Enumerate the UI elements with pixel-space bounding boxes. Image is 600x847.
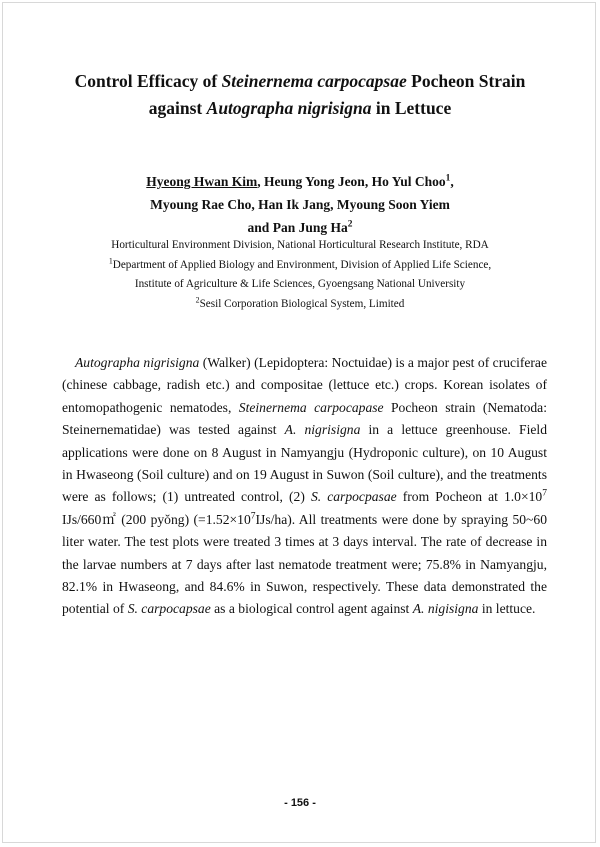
title-species-1: Steinernema carpocapsae: [221, 71, 407, 91]
title-line-1: Control Efficacy of Steinernema carpocapsae Pocheon Strain: [74, 71, 526, 91]
title-species-2: Autographa nigrisigna: [206, 98, 372, 118]
author-name: Myoung Rae Cho: [150, 197, 252, 212]
abstract-paragraph: Autographa nigrisigna (Walker) (Lepidoptera: Noctuidae) is a major pest of cruciferae (chinese cabbage, radish etc.) and compositae (lettuce etc.) crops. Korean isolates of entomopathogenic nematodes, Steinernema carpocapase Pocheon strain (Nematoda: Steinernematidae) was tested against A. nigrisigna in a lettuce greenhouse. Field applications were done on 8 August in Namyangju (Hydroponic culture), on 10 August in Hwaseong (Soil culture) and on 19 August in Suwon (Soil culture), and the treatments were as follows; (1) untreated control, (2) S. carpocpasae from Pocheon at $1.0\times 10^7$ IJs/660㎡ (200 pyŏng) $(=1.52\times 10^7IJs/ha)$. All treatments were done by spraying 50~60 liter water. The test plots were treated 3 times at 3 days interval. The rate of decrease in the larvae numbers at 7 days after last nematode treatment were; 75.8% in Namyangju, 82.1% in Hwaseong, and 84.6% in Suwon, respectively. These data demonstrated the potential of S. carpocapsae as a biological control agent against A. nigisigna in lettuce.: [62, 355, 548, 617]
affiliation-line: Institute of Agriculture & Life Sciences, Gyoengsang National University: [134, 278, 466, 290]
page-number: - 156 -: [284, 797, 316, 809]
author-name: Hyeong Hwan Kim: [146, 174, 258, 189]
affiliation-mark: 2: [195, 294, 200, 304]
author-conjunction: and: [247, 220, 270, 235]
affiliation-list: [40, 236, 560, 314]
author-line-2: Myoung Rae Cho, Han Ik Jang, Myoung Soon Yiem: [150, 197, 450, 212]
affiliation-line: $^1$Department of Applied Biology and Environment, Division of Applied Life Science,: [108, 255, 492, 271]
author-line-1: Hyeong Hwan Kim, Heung Yong Jeon, Ho Yul Choo$^1$,: [146, 173, 454, 189]
author-name: Pan Jung Ha: [272, 220, 348, 235]
author-list: [40, 170, 560, 239]
affiliation-mark: 1: [445, 173, 451, 184]
affiliation-mark: 1: [108, 255, 113, 265]
affiliation-line: Horticultural Environment Division, National Horticultural Research Institute, RDA: [111, 239, 489, 251]
author-name: Ho Yul Choo: [371, 174, 446, 189]
author-name: Heung Yong Jeon: [264, 174, 365, 189]
affiliation-line: $^2$Sesil Corporation Biological System, Limited: [195, 294, 405, 310]
affiliation-mark: 2: [347, 219, 353, 230]
author-name: Han Ik Jang: [258, 197, 331, 212]
title-line-2: against Autographa nigrisigna in Lettuce: [148, 98, 452, 118]
author-name: Myoung Soon Yiem: [336, 197, 450, 212]
abstract: [62, 352, 547, 621]
paper-title: [40, 68, 560, 122]
